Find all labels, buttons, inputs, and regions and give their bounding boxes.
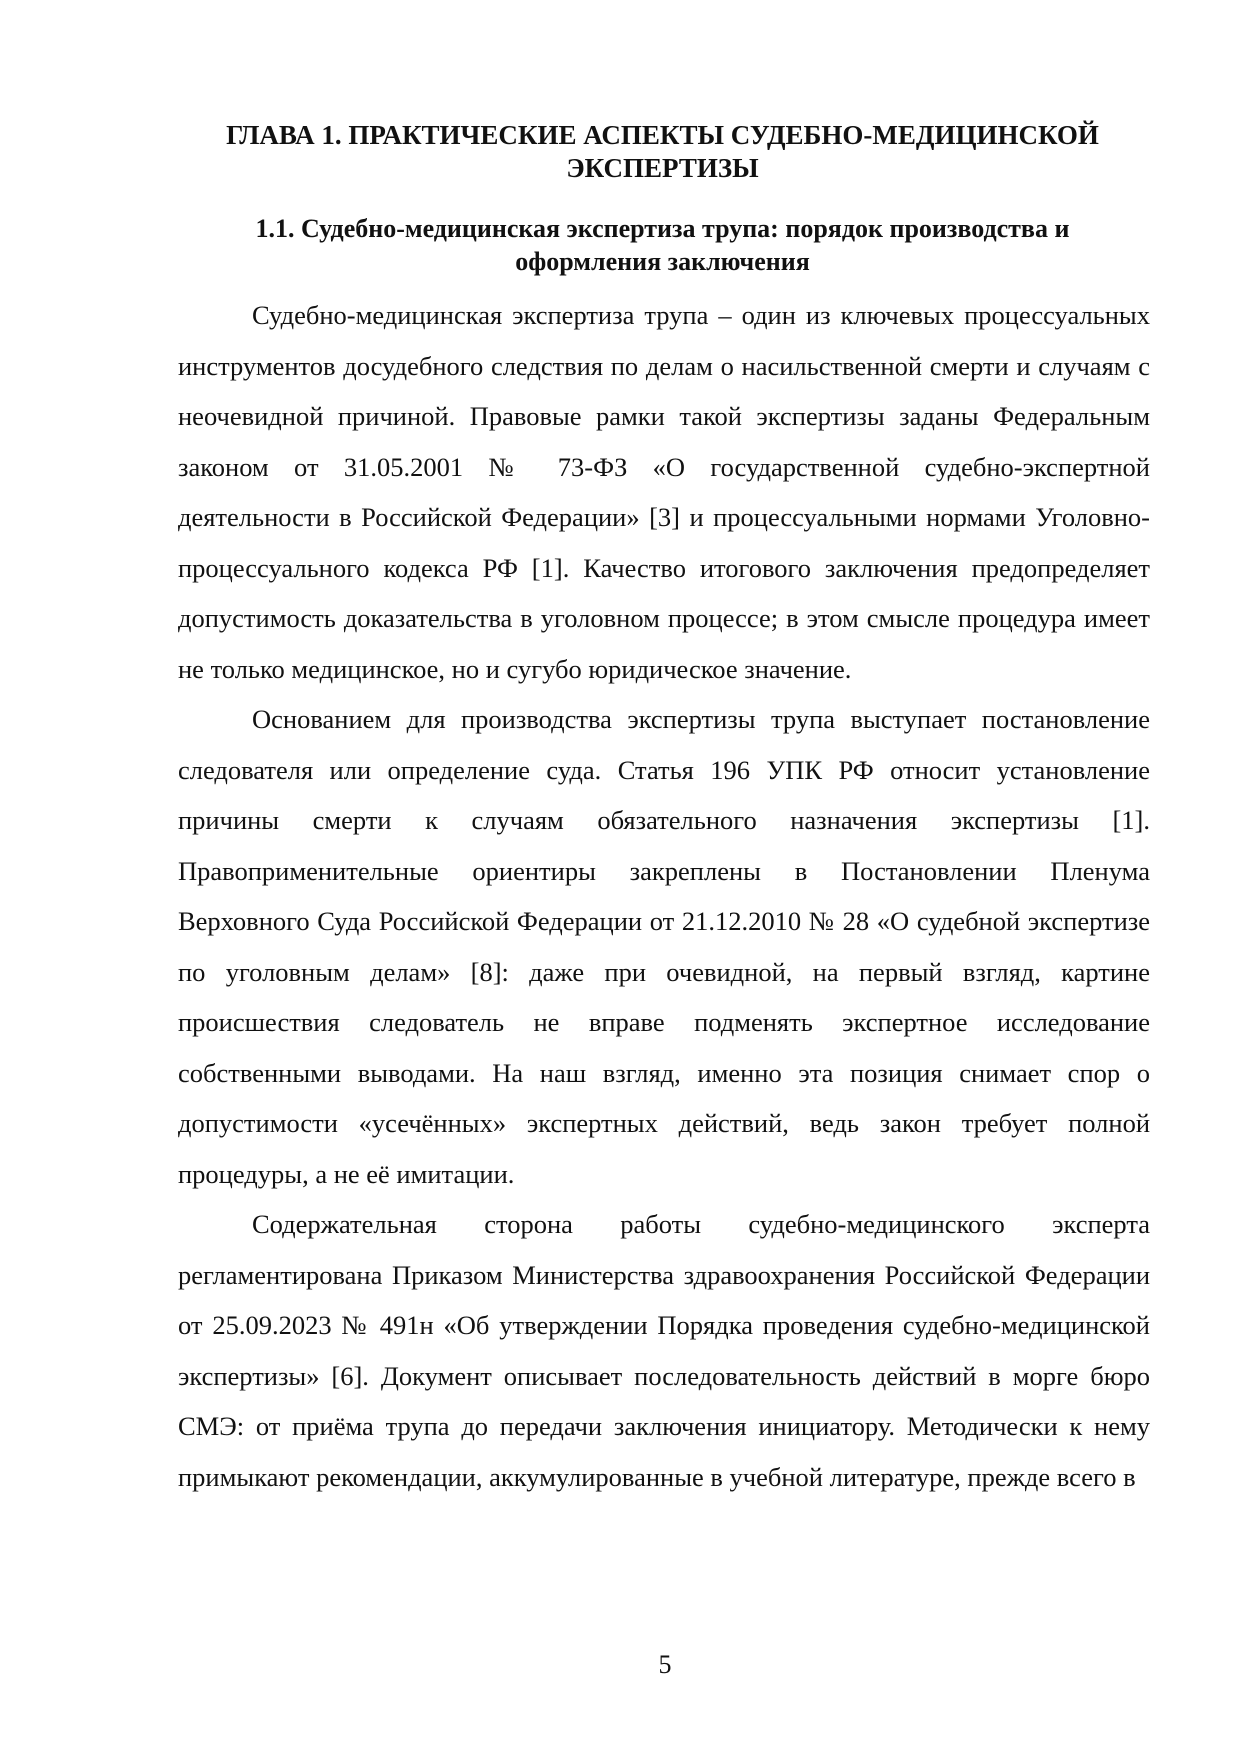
section-title: 1.1. Судебно-медицинская экспертиза трупа: порядок производства и оформления заключения xyxy=(255,214,1070,276)
paragraph: Основанием для производства экспертизы трупа выступает постановление следователя или определение суда. Статья 196 УПК РФ относит установление причины смерти к случаям обязательного назначения экспертизы [1]. Правоприменительные ориентиры закреплены в Постановлении Пленума Верховного Суда Российской Федерации от 21.12.2010 № 28 «О судебной экспертизе по уголовным делам» [8]: даже при очевидной, на первый взгляд, картине происшествия следователь не вправе подменять экспертное исследование собственными выводами. На наш взгляд, именно эта позиция снимает спор о допустимости «усечённых» экспертных действий, ведь закон требует полной процедуры, а не её имитации. xyxy=(178,704,1150,1189)
paragraph: Судебно-медицинская экспертиза трупа – один из ключевых процессуальных инструментов досудебного следствия по делам о насильственной смерти и случаям с неочевидной причиной. Правовые рамки такой экспертизы заданы Федеральным законом от 31.05.2001 № 73-ФЗ «О государственной судебно-экспертной деятельности в Российской Федерации» [3] и процессуальными нормами Уголовно-процессуального кодекса РФ [1]. Качество итогового заключения предопределяет допустимость доказательства в уголовном процессе; в этом смысле процедура имеет не только медицинское, но и сугубо юридическое значение. xyxy=(178,300,1150,684)
paragraph: Содержательная сторона работы судебно-медицинского эксперта регламентирована Приказом Министерства здравоохранения Российской Федерации от 25.09.2023 № 491н «Об утверждении Порядка проведения судебно-медицинской экспертизы» [6]. Документ описывает последовательность действий в морге бюро СМЭ: от приёма трупа до передачи заключения инициатору. Методически к нему примыкают рекомендации, аккумулированные в учебной литературе, прежде всего в xyxy=(178,1209,1150,1492)
page-number: 5 xyxy=(658,1650,672,1679)
body-text xyxy=(178,290,1150,1502)
chapter-title: ГЛАВА 1. ПРАКТИЧЕСКИЕ АСПЕКТЫ СУДЕБНО-МЕДИЦИНСКОЙ ЭКСПЕРТИЗЫ xyxy=(226,120,1099,183)
